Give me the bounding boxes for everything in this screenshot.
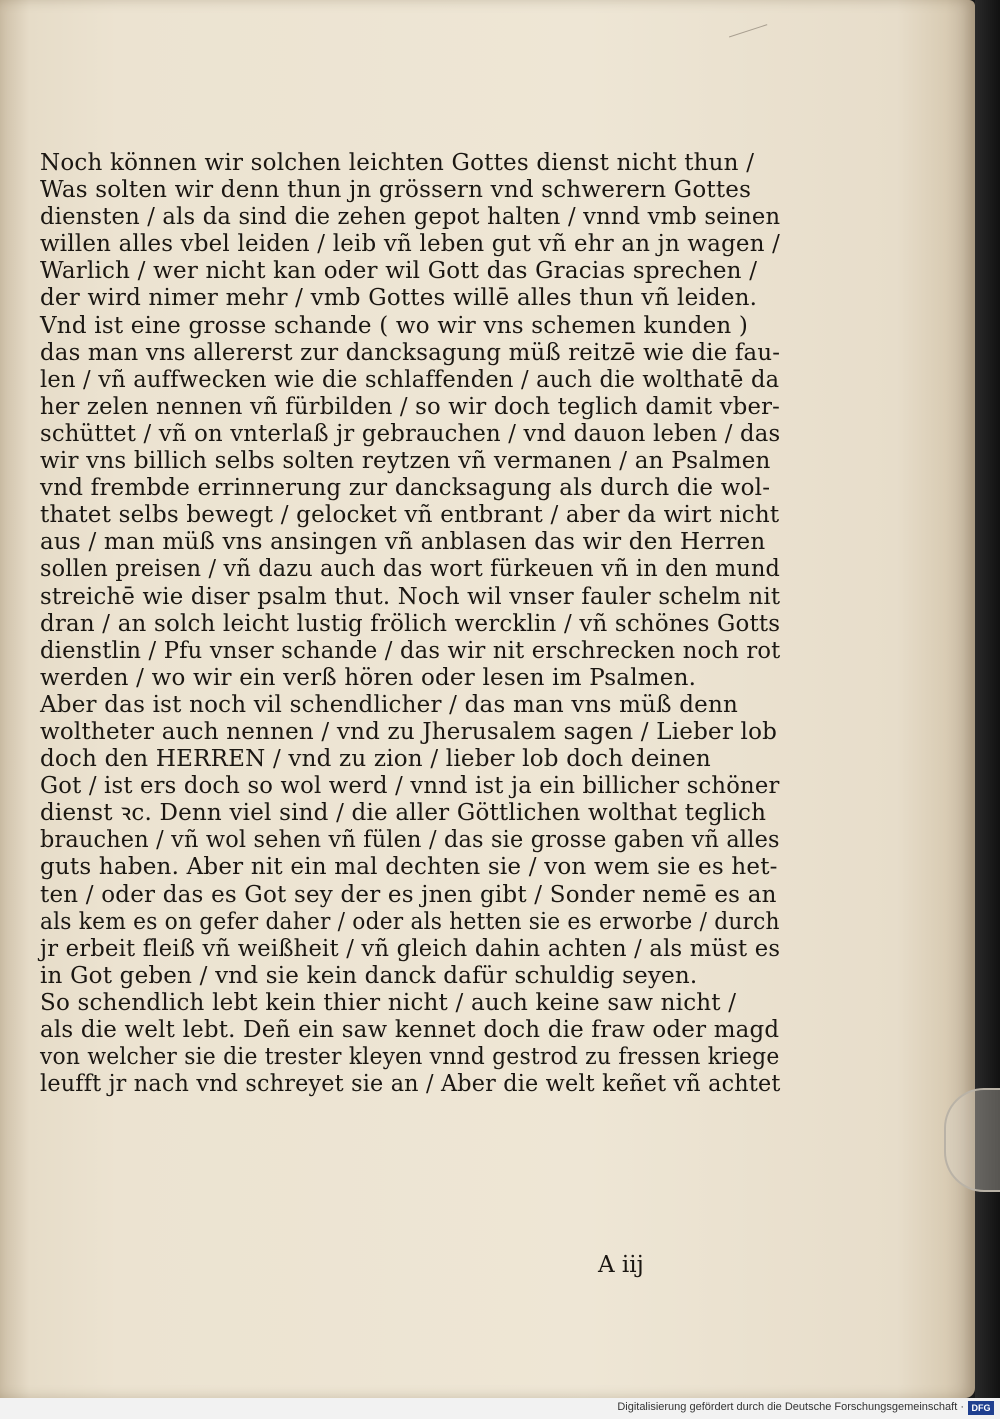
text-line: her zelen nennen vñ fürbilden / so wir doch teglich damit vber- [40,393,781,420]
text-line: dienstlin / Pfu vnser schande / das wir nit erschrecken noch rot [40,637,781,664]
text-line: thatet selbs bewegt / gelocket vñ entbrant / aber da wirt nicht [40,502,780,529]
dfg-logo[interactable]: DFG [968,1401,994,1415]
signature-mark: A iij [598,1252,644,1278]
page-clip [944,1088,1000,1192]
text-line: Vnd ist eine grosse schande ( wo wir vns schemen kunden ) [40,312,749,339]
text-line: als kem es on gefer daher / oder als hetten sie es erworbe / durch [40,908,780,935]
text-line: von welcher sie die trester kleyen vnnd gestrod zu fressen kriege [40,1044,780,1071]
text-line: als die welt lebt. Deñ ein saw kennet doch die fraw oder magd [40,1017,780,1043]
text-line: jr erbeit fleiß vñ weißheit / vñ gleich dahin achten / als müst es [40,935,781,962]
body-text [40,150,780,1098]
text-line: len / vñ auffwecken wie die schlaffenden / auch die wolthatē da [40,366,780,393]
text-line: das man vns allererst zur dancksagung müß reitzē wie die fau- [40,339,781,366]
text-line: doch den HERREN / vnd zu zion / lieber lob doch deinen [40,746,711,773]
text-line: So schendlich lebt kein thier nicht / auch keine saw nicht / [40,989,737,1016]
text-line: Warlich / wer nicht kan oder wil Gott das Gracias sprechen / [40,258,758,285]
footer-bar [0,1398,1000,1419]
text-line: guts haben. Aber nit ein mal dechten sie / von wem sie es het- [40,854,778,881]
text-line: dran / an solch leicht lustig frölich wercklin / vñ schönes Gotts [40,610,781,637]
footer-credit: Digitalisierung gefördert durch die Deutsche Forschungsgemeinschaft · [617,1401,964,1413]
text-line: woltheter auch nennen / vnd zu Jherusalem sagen / Lieber lob [40,718,778,745]
text-line: diensten / als da sind die zehen gepot halten / vnnd vmb seinen [40,204,781,231]
text-line: aus / man müß vns ansingen vñ anblasen das wir den Herren [40,529,766,556]
text-line: dienst ꝛc. Denn viel sind / die aller Göttlichen wolthat teglich [40,800,767,827]
text-line: in Got geben / vnd sie kein danck dafür schuldig seyen. [40,962,698,989]
text-line: Got / ist ers doch so wol werd / vnnd ist ja ein billicher schöner [40,773,780,800]
text-line: streichē wie diser psalm thut. Noch wil vnser fauler schelm nit [40,583,781,610]
text-line: Noch können wir solchen leichten Gottes dienst nicht thun / [40,150,755,176]
text-line: ten / oder das es Got sey der es jnen gibt / Sonder nemē es an [40,881,777,908]
text-line: Was solten wir denn thun jn grössern vnd schwerern Gottes [40,177,752,204]
text-line: brauchen / vñ wol sehen vñ fülen / das sie grosse gaben vñ alles [40,827,780,854]
text-line: willen alles vbel leiden / leib vñ leben gut vñ ehr an jn wagen / [40,231,781,258]
text-line: sollen preisen / vñ dazu auch das wort fürkeuen vñ in den mund [40,556,781,583]
text-line: vnd frembde errinnerung zur dancksagung als durch die wol- [40,475,771,502]
text-line: werden / wo wir ein verß hören oder lesen im Psalmen. [40,664,697,691]
text-line: der wird nimer mehr / vmb Gottes willē alles thun vñ leiden. [40,285,758,312]
text-line: wir vns billich selbs solten reytzen vñ vermanen / an Psalmen [40,448,771,475]
text-line: schüttet / vñ on vnterlaß jr gebrauchen / vnd dauon leben / das [40,420,781,447]
text-line: leufft jr nach vnd schreyet sie an / Aber die welt keñet vñ achtet [40,1071,781,1098]
text-line: Aber das ist noch vil schendlicher / das man vns müß denn [40,691,738,718]
